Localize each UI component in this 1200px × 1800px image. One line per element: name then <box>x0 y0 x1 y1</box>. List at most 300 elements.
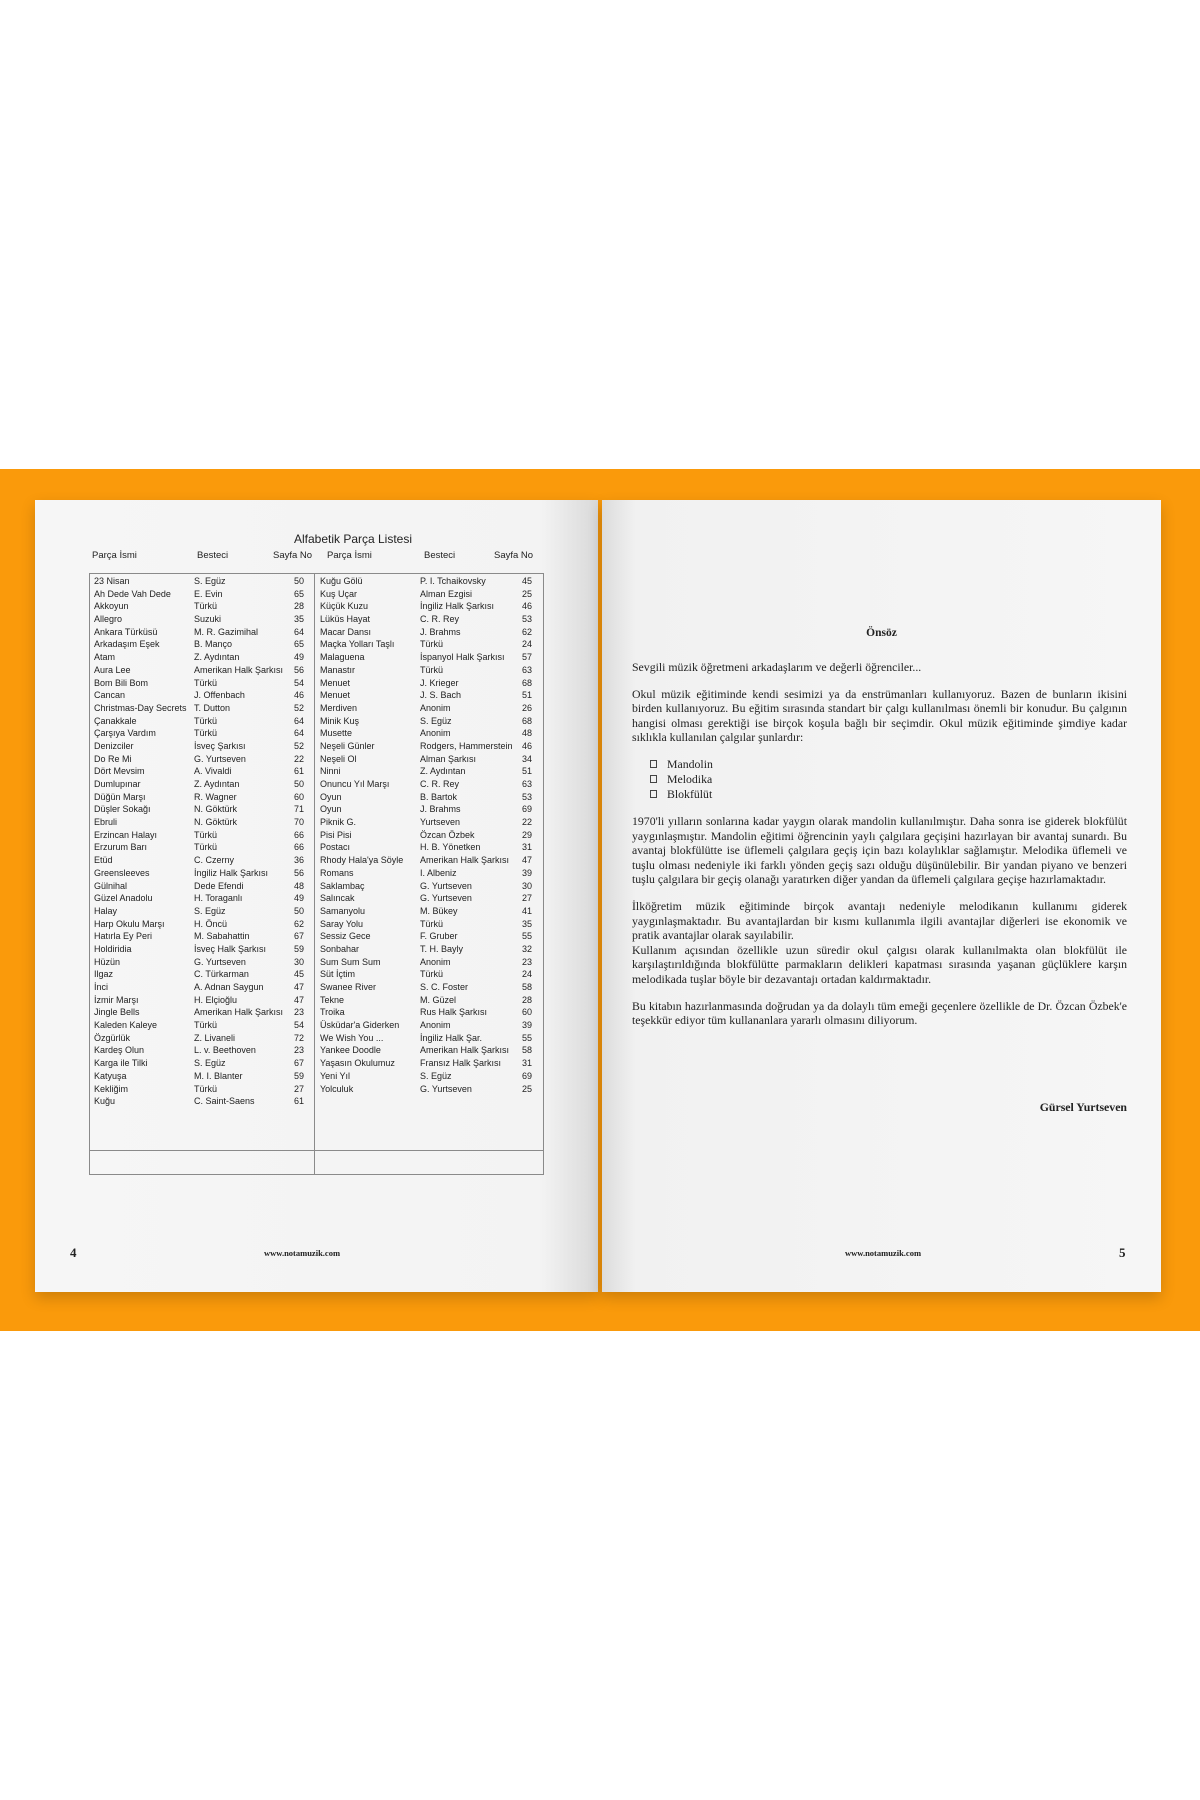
piece-name: Çarşıya Vardım <box>94 728 156 739</box>
composer-name: B. Bartok <box>420 791 458 802</box>
piece-name: Piknik G. <box>320 817 357 828</box>
preface-greeting: Sevgili müzik öğretmeni arkadaşlarım ve değerli öğrenciler... <box>632 660 922 674</box>
composer-name: Amerikan Halk Şarkısı <box>420 855 510 866</box>
piece-name: Etüd <box>94 855 113 866</box>
table-row <box>94 638 309 651</box>
composer-name: J. S. Bach <box>420 690 462 701</box>
piece-name: Jingle Bells <box>94 1007 140 1018</box>
instrument-name: Melodika <box>667 771 713 786</box>
composer-name: H. B. Yönetken <box>420 842 481 853</box>
header-name-col1: Parça İsmi <box>92 550 137 561</box>
table-row <box>320 829 540 842</box>
table-row <box>320 1044 540 1057</box>
table-row <box>320 740 540 753</box>
composer-name: S. Egüz <box>194 576 226 586</box>
table-row <box>320 1006 540 1019</box>
preface-paragraph-5: Bu kitabın hazırlanmasında doğrudan ya da dolaylı tüm emeği geçenlere özellikle de Dr. Özcan Özbek'e teşekkür ediyor tüm kullananlara yararlı olmasını diliyorum. <box>632 998 1127 1028</box>
composer-name: Türkü <box>194 715 218 726</box>
composer-name: J. Brahms <box>420 626 461 637</box>
table-row <box>94 1044 309 1057</box>
page-number-cell: 49 <box>293 893 304 904</box>
table-row <box>94 664 309 677</box>
page-number-cell: 24 <box>521 639 532 650</box>
page-number-cell: 23 <box>521 956 532 967</box>
list-item <box>650 772 1127 787</box>
page-number-cell: 62 <box>521 626 532 637</box>
composer-name: T. Dutton <box>194 702 231 713</box>
table-row <box>94 1083 309 1096</box>
page-number-cell: 49 <box>293 652 304 663</box>
composer-name: G. Yurtseven <box>194 753 246 764</box>
page-number-cell: 65 <box>293 588 304 599</box>
composer-name: Anonim <box>420 728 451 739</box>
page-number-cell: 47 <box>521 855 532 866</box>
page-number-cell: 69 <box>521 1070 532 1081</box>
piece-name: Özgürlük <box>94 1032 131 1043</box>
piece-name: Akkoyun <box>94 601 129 612</box>
piece-name: Maçka Yolları Taşlı <box>320 639 395 650</box>
piece-name: Atam <box>94 652 116 663</box>
piece-name: Sum Sum Sum <box>320 956 381 967</box>
page-number-cell: 63 <box>521 779 532 789</box>
piece-name: Ebruli <box>94 817 118 828</box>
composer-name: İsveç Halk Şarkısı <box>194 943 267 954</box>
piece-name: 23 Nisan <box>94 576 130 586</box>
composer-name: Fransız Halk Şarkısı <box>420 1058 502 1069</box>
composer-name: A. Adnan Saygun <box>194 982 264 992</box>
page-number-cell: 50 <box>293 905 304 916</box>
table-row <box>320 638 540 651</box>
page-number-cell: 54 <box>293 1020 304 1031</box>
table-row <box>94 778 309 791</box>
table-row <box>94 702 309 715</box>
table-row <box>94 727 309 740</box>
piece-name: Tekne <box>320 994 345 1005</box>
table-row <box>320 1032 540 1045</box>
page-number-cell: 24 <box>521 969 532 980</box>
page-number-cell: 32 <box>521 943 532 954</box>
page-number-cell: 53 <box>521 614 532 625</box>
composer-name: Amerikan Halk Şarkısı <box>420 1045 510 1056</box>
piece-name: Düğün Marşı <box>94 791 146 802</box>
preface-paragraph-2: 1970'li yılların sonlarına kadar yaygın olarak mandolin kullanılmıştır. Daha sonra ise giderek blokfülüt yaygınlaşmıştır. Mandolin eğitimi öğrencinin yaylı çalgılara geçişini hazırlayan bir avantaj sunardı. Bu avantaj blokfülütte ise üflemeli çalgılara geçiş için bazı kolaylıklar sağlamıştır. Melodika üflemeli ve tuşlu olması nedeniyle iki farklı yönden geçiş sazı olduğu düşünülebilir. Bir yandan piyano ve benzeri tuşlu çalgılara bir geçiş olanağı yaratırken diğer yandan da üflemeli çalgılara geçişe hazırlamaktadır. <box>632 813 1127 887</box>
page-number-cell: 61 <box>293 766 304 777</box>
composer-name: Amerikan Halk Şarkısı <box>194 664 284 675</box>
page-number-cell: 58 <box>521 1045 532 1056</box>
table-row <box>320 930 540 943</box>
composer-name: Özcan Özbek <box>420 829 475 840</box>
piece-name: Sonbahar <box>320 943 360 954</box>
table-row <box>320 765 540 778</box>
page-number-cell: 39 <box>521 1020 532 1031</box>
table-row <box>94 689 309 702</box>
table-row <box>320 981 540 994</box>
piece-name: Hatırla Ey Peri <box>94 931 153 942</box>
piece-name: Ilgaz <box>94 969 114 980</box>
piece-name: Arkadaşım Eşek <box>94 639 160 650</box>
piece-name: Pisi Pisi <box>320 829 352 840</box>
left-page <box>35 500 598 1292</box>
right-page <box>602 500 1161 1292</box>
preface-title: Önsöz <box>866 627 897 639</box>
preface-paragraph-4: Kullanım açısından özellikle uzun süredir okul çalgısı olarak kullanılmakta olan blokfülüt ile karşılaştırıldığında blokfülütte parmakların delikleri kapatması sırasında yaşanan güçlüklere karşın melodikada tuşlar böyle bir dezavantajı ortadan kaldırmaktadır. <box>632 942 1127 986</box>
composer-name: L. v. Beethoven <box>194 1045 256 1056</box>
page-number-cell: 68 <box>521 715 532 726</box>
piece-name: Denizciler <box>94 740 134 751</box>
page-number-cell: 30 <box>293 956 304 967</box>
page-number-cell: 57 <box>521 652 532 663</box>
page-number-cell: 72 <box>293 1032 304 1043</box>
page-number-cell: 51 <box>521 690 532 701</box>
piece-name: Harp Okulu Marşı <box>94 918 165 929</box>
table-row <box>94 753 309 766</box>
list-title: Alfabetik Parça Listesi <box>293 532 413 546</box>
page-number-cell: 46 <box>521 740 532 751</box>
page-number-cell: 46 <box>293 690 304 701</box>
piece-name: Kekliğim <box>94 1083 129 1094</box>
piece-name: Minik Kuş <box>320 715 360 726</box>
page-number-cell: 55 <box>521 1032 532 1043</box>
table-row <box>94 981 309 994</box>
header-name-col2: Parça İsmi <box>327 550 372 561</box>
composer-name: Alman Ezgisi <box>420 588 473 599</box>
composer-name: İngiliz Halk Şarkısı <box>194 867 269 878</box>
table-row <box>320 689 540 702</box>
page-number-cell: 50 <box>293 779 304 789</box>
table-row <box>94 905 309 918</box>
composer-name: H. Öncü <box>194 918 228 929</box>
page-number-cell: 35 <box>293 614 304 625</box>
piece-name: Dört Mevsim <box>94 766 145 777</box>
piece-name: Kuğu Gölü <box>320 576 363 586</box>
piece-name: Süt İçtim <box>320 969 356 980</box>
piece-name: Menuet <box>320 690 351 701</box>
page-number-cell: 69 <box>521 804 532 815</box>
table-row <box>94 854 309 867</box>
piece-name: Rhody Hala'ya Söyle <box>320 855 404 866</box>
piece-name: Halay <box>94 905 118 916</box>
list-column-2 <box>320 575 540 1095</box>
header-composer-col2: Besteci <box>424 550 456 561</box>
piece-name: Sessiz Gece <box>320 931 371 942</box>
piece-name: Salıncak <box>320 893 355 904</box>
composer-name: Türkü <box>420 664 444 675</box>
table-row <box>320 841 540 854</box>
composer-name: Yurtseven <box>420 817 461 828</box>
page-number-cell: 67 <box>293 931 304 942</box>
table-row <box>94 994 309 1007</box>
piece-name: Yolculuk <box>320 1083 354 1094</box>
composer-name: Türkü <box>420 918 444 929</box>
piece-name: Musette <box>320 728 353 739</box>
composer-name: N. Göktürk <box>194 804 238 815</box>
table-row <box>94 943 309 956</box>
table-row <box>94 791 309 804</box>
table-row <box>320 816 540 829</box>
table-row <box>320 968 540 981</box>
piece-name: Oyun <box>320 804 342 815</box>
piece-name: Ankara Türküsü <box>94 626 158 637</box>
piece-name: Erzurum Barı <box>94 842 148 853</box>
header-composer-col1: Besteci <box>197 550 229 561</box>
page-number-cell: 56 <box>293 867 304 878</box>
piece-name: Hüzün <box>94 956 121 967</box>
composer-name: Z. Aydıntan <box>420 766 466 777</box>
piece-name: Kuş Uçar <box>320 588 358 599</box>
page-number-cell: 59 <box>293 1070 304 1081</box>
piece-name: Merdiven <box>320 702 358 713</box>
table-row <box>320 753 540 766</box>
page-number-cell: 28 <box>293 601 304 612</box>
composer-name: S. Egüz <box>194 1058 226 1069</box>
composer-name: G. Yurtseven <box>194 956 246 967</box>
table-row <box>320 892 540 905</box>
composer-name: M. Bükey <box>420 905 458 916</box>
list-item <box>650 757 1127 772</box>
table-row <box>320 905 540 918</box>
page-number-cell: 31 <box>521 842 532 853</box>
table-row <box>94 956 309 969</box>
piece-name: Romans <box>320 867 354 878</box>
table-row <box>94 600 309 613</box>
table-row <box>320 778 540 791</box>
table-row <box>320 803 540 816</box>
page-number-cell: 31 <box>521 1058 532 1069</box>
page-number-cell: 64 <box>293 626 304 637</box>
composer-name: Türkü <box>194 677 218 688</box>
table-row <box>94 803 309 816</box>
composer-name: F. Gruber <box>420 931 458 942</box>
composer-name: H. Elçioğlu <box>194 994 238 1005</box>
table-row <box>94 626 309 639</box>
table-row <box>320 651 540 664</box>
piece-name: Manastır <box>320 664 356 675</box>
table-row <box>320 626 540 639</box>
table-row <box>320 613 540 626</box>
piece-name: Yaşasın Okulumuz <box>320 1058 395 1069</box>
table-row <box>320 1057 540 1070</box>
piece-name: We Wish You ... <box>320 1032 384 1043</box>
table-row <box>320 1083 540 1096</box>
piece-name: Lüküs Hayat <box>320 614 371 625</box>
table-footer-divider <box>89 1150 544 1151</box>
page-number-cell: 67 <box>293 1058 304 1069</box>
page-number-cell: 34 <box>521 753 532 764</box>
composer-name: Türkü <box>420 639 444 650</box>
composer-name: S. Egüz <box>420 1070 452 1081</box>
composer-name: S. Egüz <box>194 905 226 916</box>
table-row <box>320 1070 540 1083</box>
page-number-cell: 28 <box>521 994 532 1005</box>
table-row <box>320 575 540 588</box>
piece-name: İzmir Marşı <box>94 994 139 1005</box>
piece-name: İnci <box>94 982 109 992</box>
page-number-cell: 53 <box>521 791 532 802</box>
composer-name: N. Göktürk <box>194 817 238 828</box>
page-number-cell: 63 <box>521 664 532 675</box>
table-row <box>320 664 540 677</box>
page-number-cell: 60 <box>521 1007 532 1018</box>
composer-name: Anonim <box>420 1020 451 1031</box>
piece-name: Yankee Doodle <box>320 1045 381 1056</box>
table-row <box>94 880 309 893</box>
table-row <box>94 829 309 842</box>
checkbox-glyph-icon <box>650 790 657 798</box>
preface-body <box>632 660 1127 1028</box>
piece-name: Yeni Yıl <box>320 1070 351 1081</box>
piece-name: Kaleden Kaleye <box>94 1020 158 1031</box>
table-row <box>320 677 540 690</box>
piece-name: Macar Dansı <box>320 626 372 637</box>
piece-name: Gülnihal <box>94 880 128 891</box>
piece-name: Holdiridia <box>94 943 132 954</box>
page-number-cell: 23 <box>293 1007 304 1018</box>
table-row <box>320 994 540 1007</box>
composer-name: Z. Aydıntan <box>194 779 240 789</box>
piece-name: Ninni <box>320 766 341 777</box>
page-number-cell: 23 <box>293 1045 304 1056</box>
page-number-cell: 47 <box>293 982 304 992</box>
page-number-cell: 36 <box>293 855 304 866</box>
page-number-right: 5 <box>1119 1245 1126 1260</box>
table-row <box>94 1006 309 1019</box>
piece-name: Aura Lee <box>94 664 131 675</box>
page-number-cell: 64 <box>293 715 304 726</box>
page-number-cell: 47 <box>293 994 304 1005</box>
table-row <box>94 677 309 690</box>
page-number-cell: 62 <box>293 918 304 929</box>
page-number-cell: 25 <box>521 1083 532 1094</box>
table-row <box>320 588 540 601</box>
page-number-cell: 26 <box>521 702 532 713</box>
piece-name: Samanyolu <box>320 905 366 916</box>
composer-name: P. I. Tchaikovsky <box>420 576 486 586</box>
composer-name: H. Toraganlı <box>194 893 243 904</box>
footer-url-right: www.notamuzik.com <box>845 1248 922 1258</box>
piece-name: Do Re Mi <box>94 753 132 764</box>
table-row <box>94 918 309 931</box>
table-row <box>94 841 309 854</box>
page-number-cell: 61 <box>293 1096 304 1107</box>
composer-name: J. Offenbach <box>194 690 245 701</box>
composer-name: Türkü <box>420 969 444 980</box>
table-row <box>320 1019 540 1032</box>
piece-name: Kardeş Olun <box>94 1045 145 1056</box>
page-number-cell: 70 <box>293 817 304 828</box>
piece-name: Saklambaç <box>320 880 365 891</box>
composer-name: C. R. Rey <box>420 779 460 789</box>
table-row <box>320 854 540 867</box>
table-row <box>94 588 309 601</box>
composer-name: C. Czerny <box>194 855 235 866</box>
composer-name: C. R. Rey <box>420 614 460 625</box>
piece-name: Postacı <box>320 842 351 853</box>
page-number-cell: 71 <box>293 804 304 815</box>
composer-name: M. R. Gazimihal <box>194 626 259 637</box>
table-row <box>94 715 309 728</box>
composer-name: A. Vivaldi <box>194 766 232 777</box>
preface-paragraph-1: Okul müzik eğitiminde kendi sesimizi ya da enstrümanları kullanıyoruz. Bazen de bunların ikisini birden kullanıyoruz. Bu eğitim sırasında standart bir çalgı kullanılması önemli bir konudur. Bu çalgının hangisi olması gerektiği ise birçok koşula bağlı bir seçimdir. Okul müzik eğitiminde şimdiye kadar sıklıkla kullanılan çalgılar şunlardır: <box>632 686 1127 745</box>
composer-name: Rodgers, Hammerstein <box>420 740 513 751</box>
table-row <box>94 613 309 626</box>
composer-name: C. Saint-Saens <box>194 1096 255 1107</box>
page-number-cell: 50 <box>293 576 304 586</box>
table-row <box>320 880 540 893</box>
piece-name: Güzel Anadolu <box>94 893 153 904</box>
composer-name: R. Wagner <box>194 791 237 802</box>
page-number-cell: 52 <box>293 702 304 713</box>
page-number-cell: 27 <box>293 1083 304 1094</box>
piece-name: Erzincan Halayı <box>94 829 158 840</box>
composer-name: Anonim <box>420 702 451 713</box>
composer-name: Z. Aydıntan <box>194 652 240 663</box>
page-number-left: 4 <box>70 1245 77 1260</box>
composer-name: M. Güzel <box>420 994 457 1005</box>
piece-name: Troika <box>320 1007 345 1018</box>
table-row <box>320 600 540 613</box>
page-number-cell: 39 <box>521 867 532 878</box>
composer-name: Amerikan Halk Şarkısı <box>194 1007 284 1018</box>
footer-url-left: www.notamuzik.com <box>264 1248 341 1258</box>
composer-name: Türkü <box>194 1083 218 1094</box>
table-row <box>94 1095 309 1108</box>
composer-name: T. H. Bayly <box>420 943 464 954</box>
piece-name: Bom Bili Bom <box>94 677 149 688</box>
composer-name: S. Egüz <box>420 715 452 726</box>
composer-name: İspanyol Halk Şarkısı <box>420 652 505 663</box>
piece-name: Swanee River <box>320 982 377 992</box>
table-row <box>320 715 540 728</box>
list-item <box>650 787 1127 802</box>
table-row <box>320 702 540 715</box>
page-number-cell: 56 <box>293 664 304 675</box>
composer-name: M. Sabahattin <box>194 931 250 942</box>
page-number-cell: 51 <box>521 766 532 777</box>
composer-name: Z. Livaneli <box>194 1032 236 1043</box>
composer-name: J. Krieger <box>420 677 459 688</box>
table-row <box>94 740 309 753</box>
piece-name: Greensleeves <box>94 867 150 878</box>
composer-name: J. Brahms <box>420 804 461 815</box>
page-number-cell: 64 <box>293 728 304 739</box>
piece-name: Oyun <box>320 791 342 802</box>
composer-name: Türkü <box>194 829 218 840</box>
table-row <box>94 867 309 880</box>
page-number-cell: 30 <box>521 880 532 891</box>
table-row <box>94 1070 309 1083</box>
piece-name: Menuet <box>320 677 351 688</box>
piece-name: Dumlupınar <box>94 779 141 789</box>
composer-name: M. I. Blanter <box>194 1070 243 1081</box>
table-row <box>94 892 309 905</box>
page-number-cell: 22 <box>293 753 304 764</box>
checkbox-glyph-icon <box>650 760 657 768</box>
instrument-name: Mandolin <box>667 756 713 771</box>
page-number-cell: 59 <box>293 943 304 954</box>
page-number-cell: 54 <box>293 677 304 688</box>
table-row <box>320 727 540 740</box>
piece-name: Neşeli Günler <box>320 740 375 751</box>
page-number-cell: 52 <box>293 740 304 751</box>
piece-name: Saray Yolu <box>320 918 364 929</box>
table-row <box>94 968 309 981</box>
composer-name: İngiliz Halk Şar. <box>420 1032 483 1043</box>
page-number-cell: 25 <box>521 588 532 599</box>
preface-paragraph-3: İlköğretim müzik eğitiminde birçok avantajı nedeniyle melodikanın kullanımı giderek yaygınlaşmaktadır. Bu avantajlardan bir kısmı kullanımla ilgili avantajlar diğerleri ise ekonomik ve pratik avantajlar olarak sayılabilir. <box>632 898 1127 943</box>
composer-name: Dede Efendi <box>194 880 244 891</box>
composer-name: Türkü <box>194 842 218 853</box>
composer-name: B. Manço <box>194 639 233 650</box>
